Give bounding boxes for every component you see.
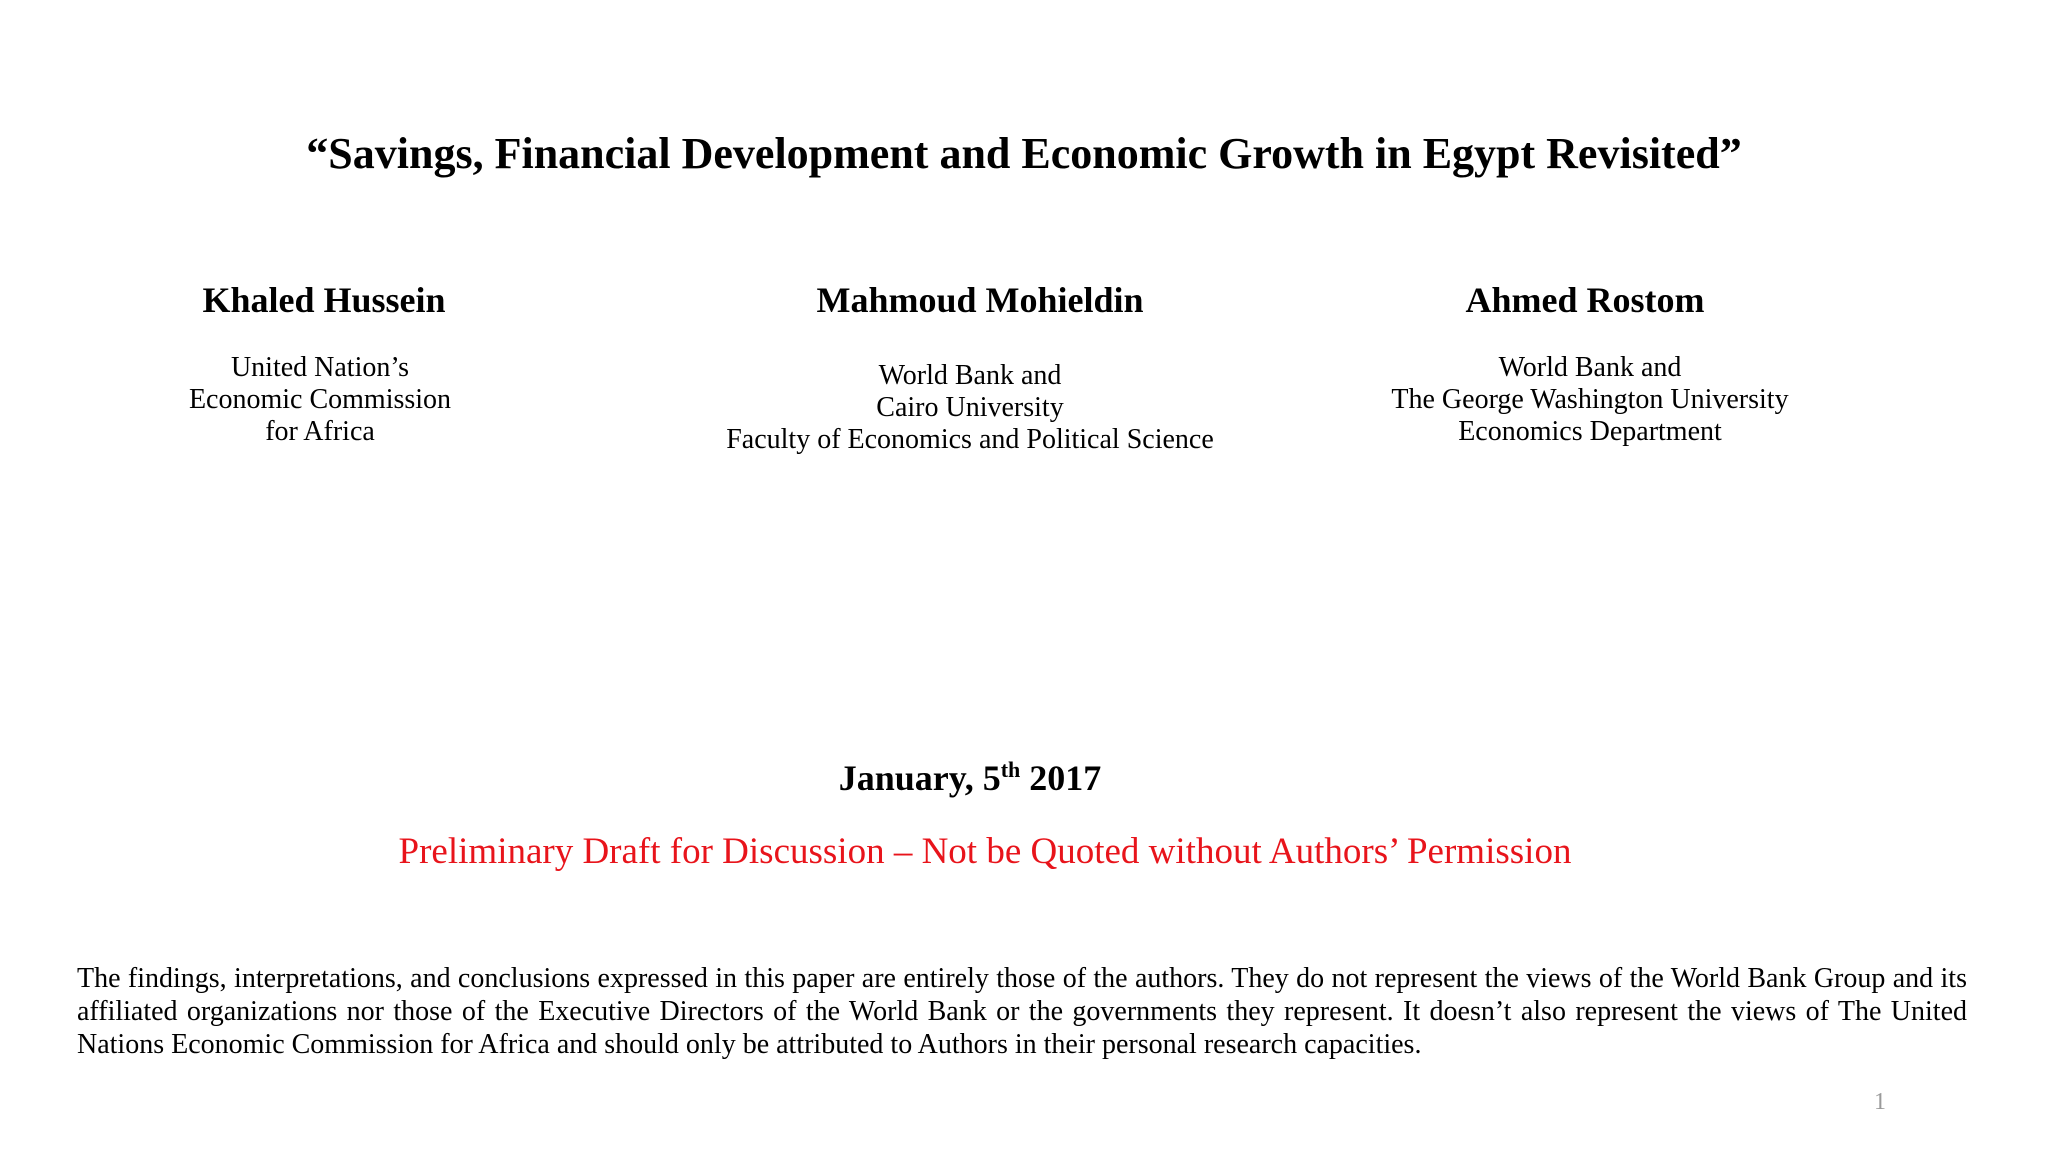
- date-prefix: January, 5: [838, 758, 1001, 798]
- affiliation-line: World Bank and: [1498, 352, 1682, 383]
- date-ordinal-suffix: th: [1000, 757, 1021, 782]
- publication-date: [0, 756, 1940, 800]
- page-number: 1: [1874, 1089, 1886, 1115]
- affiliation-line: United Nation’s: [230, 352, 410, 383]
- author-block-khaled-hussein: [120, 278, 520, 448]
- affiliation-line: World Bank and: [878, 360, 1062, 391]
- author-affiliation: [680, 360, 1260, 456]
- author-affiliation: [120, 352, 520, 448]
- author-name: Khaled Hussein: [202, 280, 446, 320]
- disclaimer-paragraph: The findings, interpretations, and conclusions expressed in this paper are entirely those of the authors. They do not represent the views of the World Bank Group and its affiliated organizations nor those of the Executive Directors of the World Bank or the governments they represent. It doesn’t also represent the views of The United Nations Economic Commission for Africa and should only be attributed to Authors in their personal research capacities.: [77, 963, 1967, 1060]
- author-block-mahmoud-mohieldin: [680, 278, 1260, 456]
- author-affiliation: [1340, 352, 1840, 448]
- author-block-ahmed-rostom: [1340, 278, 1840, 448]
- affiliation-line: Economics Department: [1458, 416, 1722, 447]
- affiliation-line: Economic Commission: [188, 384, 452, 415]
- affiliation-line: Cairo University: [876, 392, 1064, 423]
- affiliation-line: The George Washington University: [1391, 384, 1789, 415]
- author-name: Ahmed Rostom: [1465, 280, 1705, 320]
- author-name: Mahmoud Mohieldin: [816, 280, 1144, 320]
- paper-title: “Savings, Financial Development and Economic Growth in Egypt Revisited”: [306, 129, 1742, 178]
- date-year: 2017: [1029, 758, 1102, 798]
- affiliation-line: Faculty of Economics and Political Science: [726, 424, 1214, 455]
- affiliation-line: for Africa: [265, 416, 375, 447]
- draft-notice: Preliminary Draft for Discussion – Not be Quoted without Authors’ Permission: [398, 831, 1572, 872]
